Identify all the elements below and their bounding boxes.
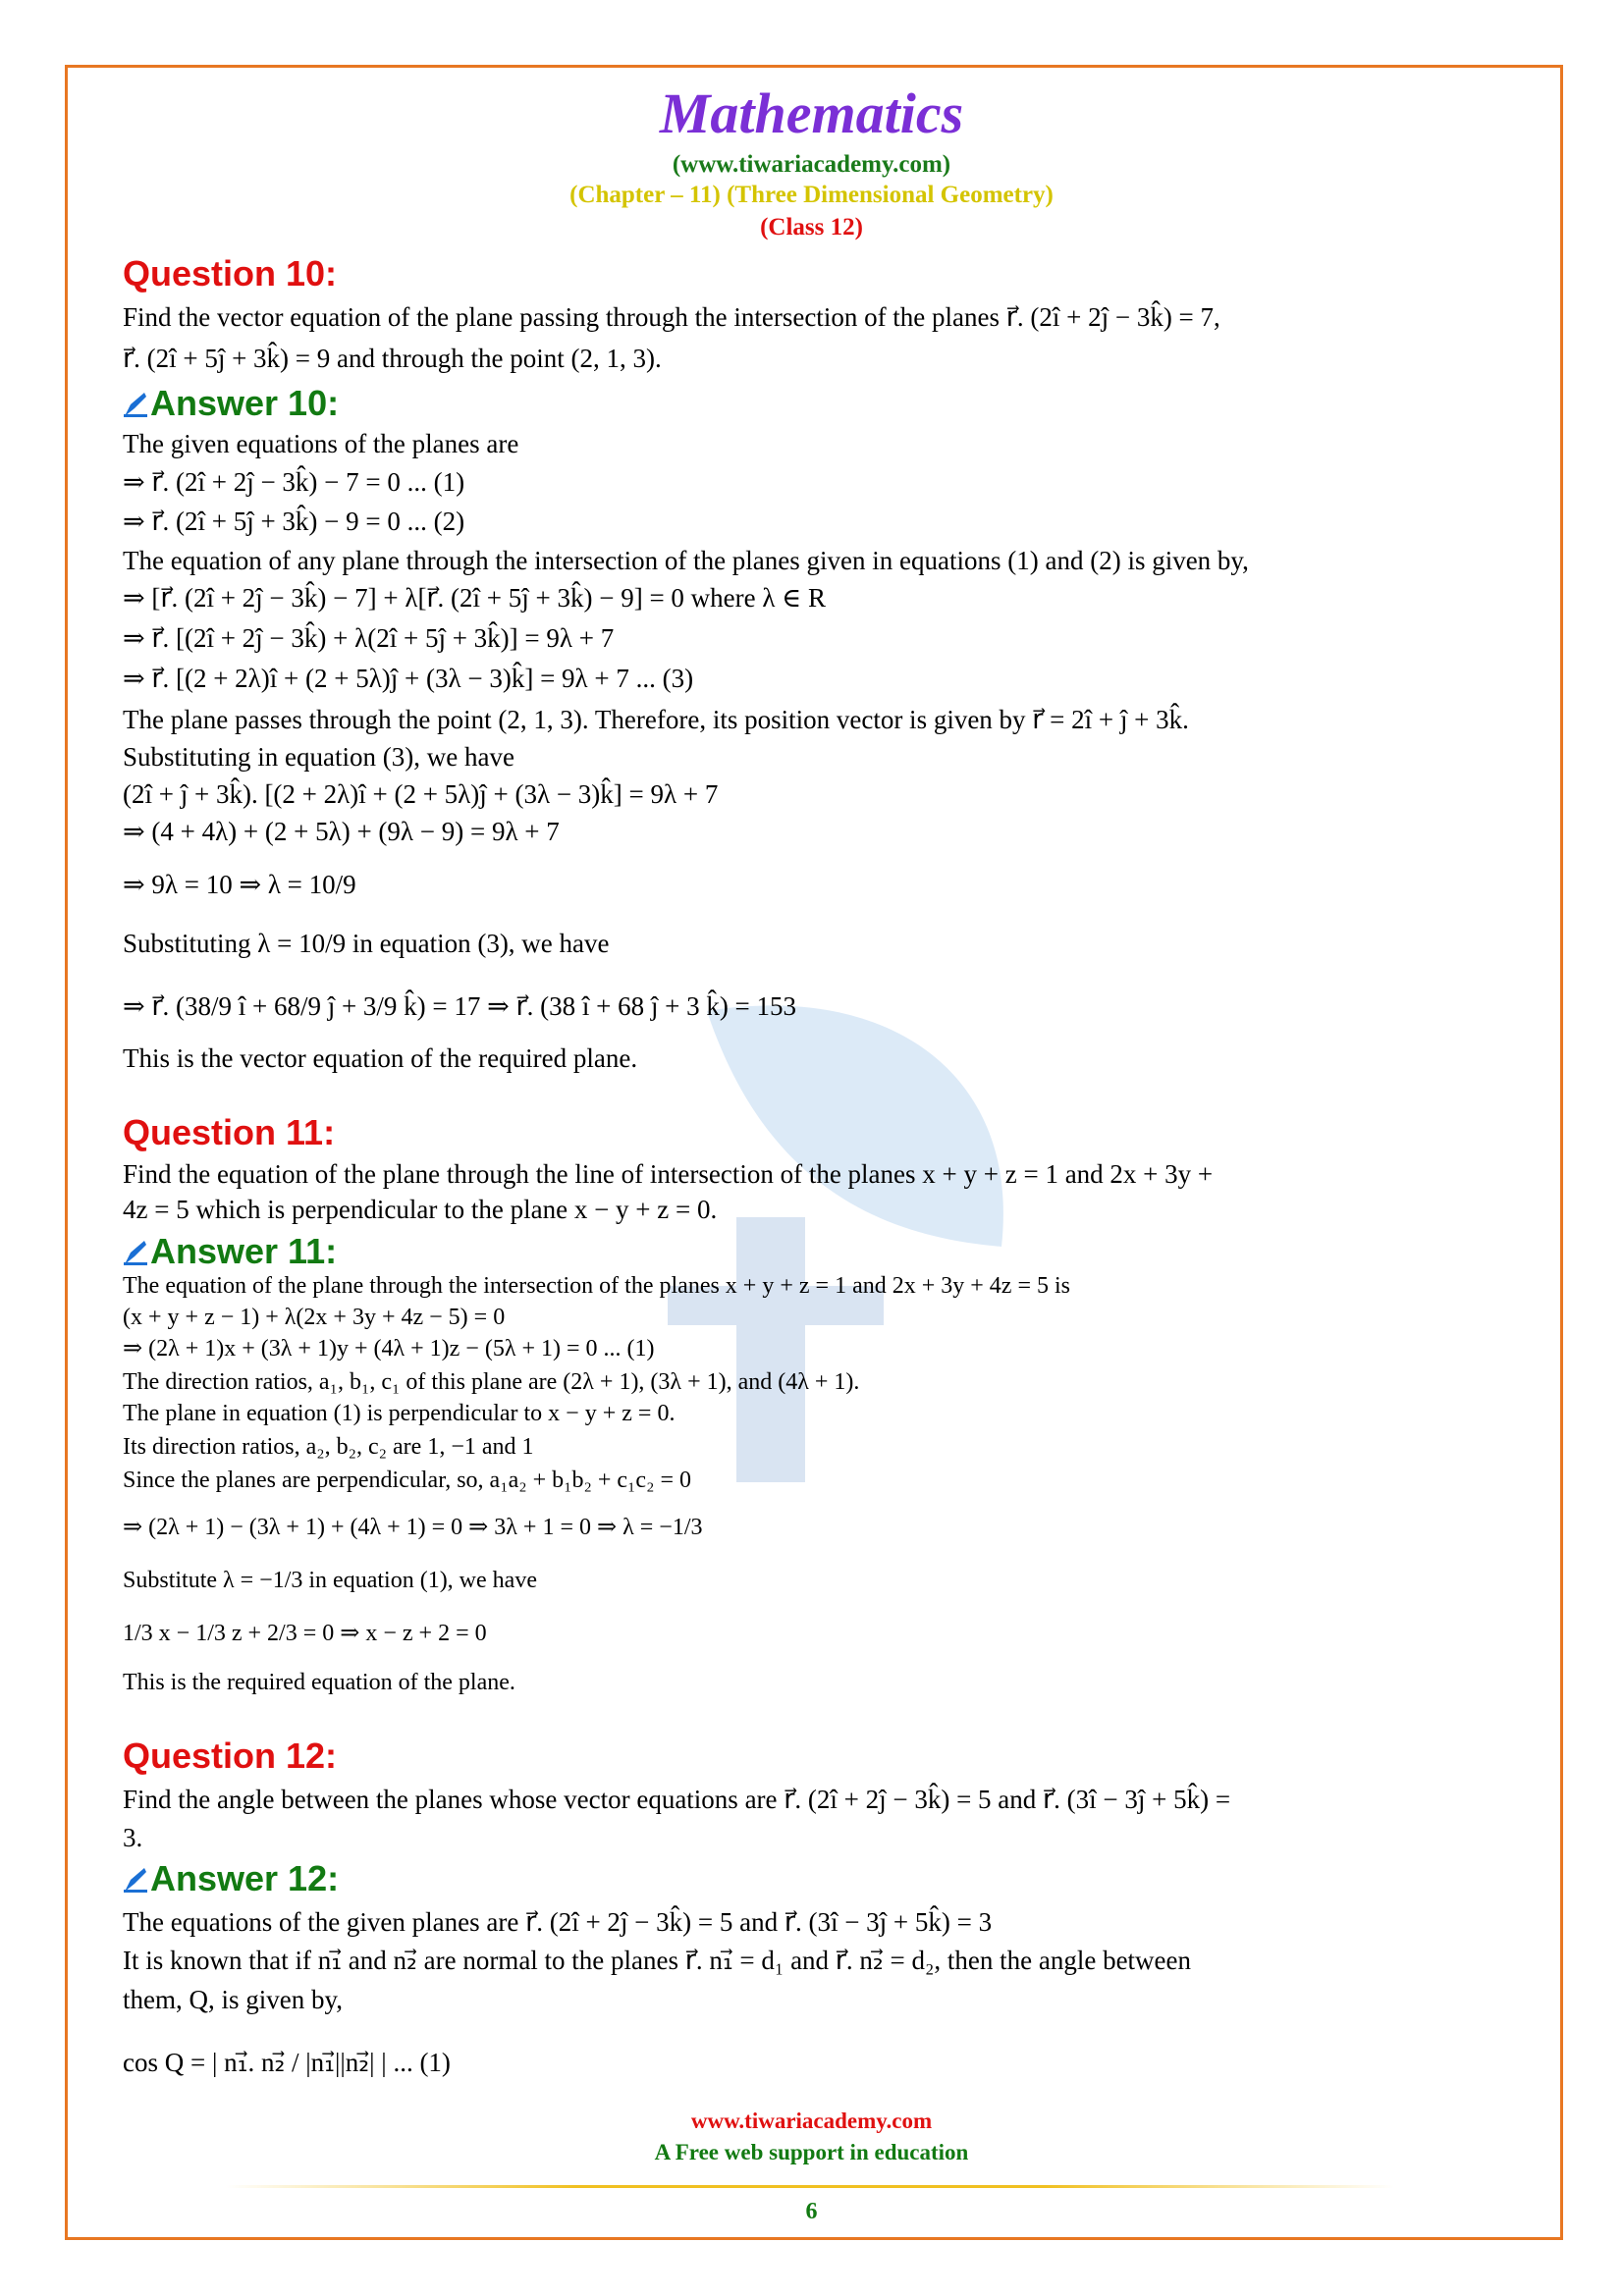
answer-10-line: The given equations of the planes are [123,429,519,458]
answer-11-line: Substitute λ = −1/3 in equation (1), we have [123,1568,537,1593]
answer-10-line: The plane passes through the point (2, 1, 3). Therefore, its position vector is given by r⃗ = 2î + ĵ + 3k̂. [123,705,1189,734]
header-chapter: (Chapter – 11) (Three Dimensional Geometry) [569,182,1054,208]
answer-10-line: Substituting λ = 10/9 in equation (3), we have [123,929,610,958]
answer-11-heading [123,1231,337,1272]
page-title: Mathematics [659,81,964,145]
answer-11-line: Since the planes are perpendicular, so, a₁a₂ + b₁b₂ + c₁c₂ = 0 [123,1468,691,1493]
answer-10-line: ⇒ r⃗. (38/9 î + 68/9 ĵ + 3/9 k̂) = 17 ⇒ r⃗. (38 î + 68 ĵ + 3 k̂) = 153 [123,991,797,1021]
question-12-heading: Question 12: [123,1735,338,1776]
answer-11-line: 1/3 x − 1/3 z + 2/3 = 0 ⇒ x − z + 2 = 0 [123,1621,487,1646]
answer-10-line: ⇒ r⃗. (2î + 2ĵ − 3k̂) − 7 = 0 ... (1) [123,467,465,497]
question-11-line: 4z = 5 which is perpendicular to the plane x − y + z = 0. [123,1195,718,1224]
answer-12-line: The equations of the given planes are r⃗. (2î + 2ĵ − 3k̂) = 5 and r⃗. (3î − 3ĵ + 5k̂) = 3 [123,1907,993,1937]
answer-11-line: ⇒ (2λ + 1)x + (3λ + 1)y + (4λ + 1)z − (5λ + 1) = 0 ... (1) [123,1336,655,1362]
question-10-line: Find the vector equation of the plane passing through the intersection of the planes r⃗. (2î + 2ĵ − 3k̂) = 7, [123,302,1220,332]
answer-11-line: The direction ratios, a₁, b₁, c₁ of this plane are (2λ + 1), (3λ + 1), and (4λ + 1). [123,1369,860,1395]
answer-10-line: The equation of any plane through the intersection of the planes given in equations (1) and (2) is given by, [123,546,1249,575]
answer-11-line: The plane in equation (1) is perpendicular to x − y + z = 0. [123,1401,676,1426]
answer-12-line: them, Q, is given by, [123,1985,343,2014]
answer-10-line: ⇒ (4 + 4λ) + (2 + 5λ) + (9λ − 9) = 9λ + 7 [123,817,560,846]
answer-10-line: ⇒ [r⃗. (2î + 2ĵ − 3k̂) − 7] + λ[r⃗. (2î + 5ĵ + 3k̂) − 9] = 0 where λ ∈ R [123,583,826,613]
question-12-line: 3. [123,1823,143,1852]
answer-12-line: It is known that if n₁⃗ and n₂⃗ are normal to the planes r⃗. n₁⃗ = d₁ and r⃗. n₂⃗ = d₂, then the angle between [123,1946,1192,1975]
answer-12-line: cos Q = | n₁⃗. n₂⃗ / |n₁⃗||n₂⃗| | ... (1) [123,2048,451,2077]
answer-11-line: The equation of the plane through the intersection of the planes x + y + z = 1 and 2x + 3y + 4z = 5 is [123,1273,1070,1299]
footer-divider [226,2185,1394,2188]
answer-10-line: Substituting in equation (3), we have [123,742,514,772]
page-number: 6 [805,2199,818,2224]
question-10-heading: Question 10: [123,253,338,294]
pen-icon [123,1239,148,1266]
answer-10-line: This is the vector equation of the required plane. [123,1043,638,1073]
answer-10-line: ⇒ r⃗. [(2î + 2ĵ − 3k̂) + λ(2î + 5ĵ + 3k̂)] = 9λ + 7 [123,623,615,653]
question-12-line: Find the angle between the planes whose vector equations are r⃗. (2î + 2ĵ − 3k̂) = 5 and r⃗. (3î − 3ĵ + 5k̂) = [123,1785,1231,1814]
header-site[interactable]: (www.tiwariacademy.com) [672,151,951,178]
answer-12-heading [123,1858,339,1899]
answer-10-label: Answer 10: [150,383,340,423]
answer-10-heading [123,383,339,424]
answer-10-line: ⇒ 9λ = 10 ⇒ λ = 10/9 [123,870,356,899]
question-10-line: r⃗. (2î + 5ĵ + 3k̂) = 9 and through the point (2, 1, 3). [123,344,662,373]
answer-12-label: Answer 12: [150,1858,340,1898]
answer-11-line: ⇒ (2λ + 1) − (3λ + 1) + (4λ + 1) = 0 ⇒ 3λ + 1 = 0 ⇒ λ = −1/3 [123,1515,703,1540]
header-class: (Class 12) [760,214,863,240]
question-11-line: Find the equation of the plane through the line of intersection of the planes x + y + z = 1 and 2x + 3y + [123,1159,1214,1189]
answer-11-label: Answer 11: [150,1231,338,1271]
pen-icon [123,391,148,418]
answer-10-line: ⇒ r⃗. (2î + 5ĵ + 3k̂) − 9 = 0 ... (2) [123,507,465,536]
answer-11-line: Its direction ratios, a₂, b₂, c₂ are 1, −1 and 1 [123,1434,534,1460]
answer-10-line: (2î + ĵ + 3k̂). [(2 + 2λ)î + (2 + 5λ)ĵ + (3λ − 3)k̂] = 9λ + 7 [123,779,719,809]
footer-site[interactable]: www.tiwariacademy.com [690,2109,933,2133]
answer-11-line: This is the required equation of the plane. [123,1670,515,1695]
footer-tagline: A Free web support in education [654,2140,969,2164]
question-11-heading: Question 11: [123,1112,336,1152]
pen-icon [123,1866,148,1894]
answer-11-line: (x + y + z − 1) + λ(2x + 3y + 4z − 5) = 0 [123,1305,506,1330]
answer-10-line: ⇒ r⃗. [(2 + 2λ)î + (2 + 5λ)ĵ + (3λ − 3)k̂] = 9λ + 7 ... (3) [123,664,694,693]
